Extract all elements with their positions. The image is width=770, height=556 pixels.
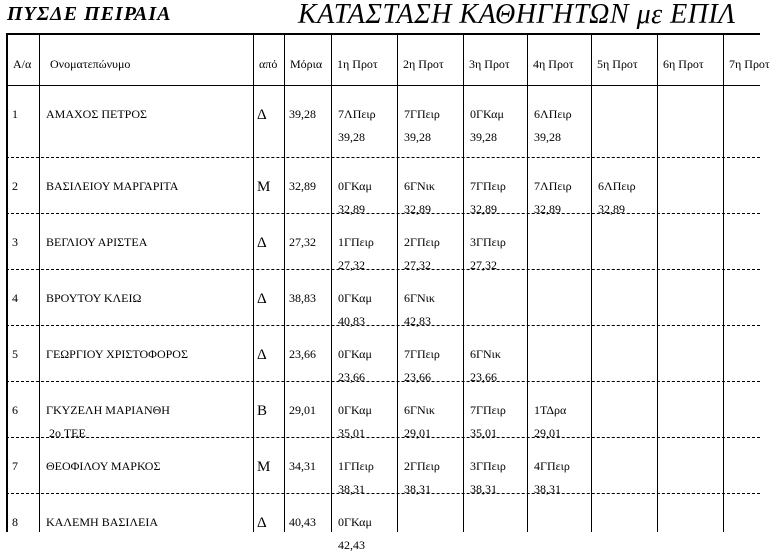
points-value: 27,32 xyxy=(289,235,316,249)
row-number: 1 xyxy=(12,107,18,121)
teacher-note: 2ο ΤΕΕ xyxy=(49,426,86,440)
preference-school: 0ΓΚαμ xyxy=(470,107,504,121)
row-divider xyxy=(6,325,760,326)
points-value: 34,31 xyxy=(289,459,316,473)
column-header-pref-4: 4η Προτ xyxy=(533,57,574,71)
preference-score: 39,28 xyxy=(338,130,365,144)
row-number: 2 xyxy=(12,179,18,193)
points-value: 29,01 xyxy=(289,403,316,417)
teacher-name: ΒΕΓΛΙΟΥ ΑΡΙΣΤΕΑ xyxy=(46,235,148,249)
preference-score: 38,31 xyxy=(470,482,497,496)
preference-score: 39,28 xyxy=(404,130,431,144)
origin-code: Δ xyxy=(257,107,267,123)
row-divider xyxy=(6,269,760,270)
origin-code: Δ xyxy=(257,235,267,251)
column-header-pref-5: 5η Προτ xyxy=(597,57,638,71)
preference-score: 32,89 xyxy=(338,202,365,216)
origin-code: Β xyxy=(257,403,268,419)
column-header-moria: Μόρια xyxy=(290,57,323,71)
origin-code: Δ xyxy=(257,347,267,363)
teacher-name: ΚΑΛΕΜΗ ΒΑΣΙΛΕΙΑ xyxy=(46,515,159,529)
points-value: 23,66 xyxy=(289,347,316,361)
row-divider xyxy=(6,213,760,214)
row-number: 4 xyxy=(12,291,18,305)
preference-school: 6ΓΝικ xyxy=(404,291,435,305)
column-divider xyxy=(39,33,40,532)
preference-school: 6ΛΠειρ xyxy=(598,179,636,193)
column-divider xyxy=(253,33,254,532)
row-number: 3 xyxy=(12,235,18,249)
preference-score: 40,83 xyxy=(338,314,365,328)
row-divider xyxy=(6,157,760,158)
points-value: 40,43 xyxy=(289,515,316,529)
origin-code: Δ xyxy=(257,515,267,531)
preference-score: 39,28 xyxy=(534,130,561,144)
column-divider xyxy=(284,33,285,532)
column-divider xyxy=(331,33,332,532)
column-divider xyxy=(591,33,592,532)
row-divider xyxy=(6,493,760,494)
column-header-aa: Α/α xyxy=(13,57,32,71)
preference-score: 29,01 xyxy=(534,426,561,440)
preference-school: 7ΓΠειρ xyxy=(470,403,506,417)
preference-school: 0ΓΚαμ xyxy=(338,179,372,193)
origin-code: Μ xyxy=(257,459,271,475)
preference-score: 35,01 xyxy=(338,426,365,440)
preference-score: 32,89 xyxy=(534,202,561,216)
organization-name: ΠΥΣΔΕ ΠΕΙΡΑΙΑ xyxy=(7,3,172,25)
preference-score: 39,28 xyxy=(470,130,497,144)
document-title: ΚΑΤΑΣΤΑΣΗ ΚΑΘΗΓΗΤΩΝ με ΕΠΙΛ xyxy=(298,0,736,30)
preference-score: 32,89 xyxy=(470,202,497,216)
column-divider xyxy=(463,33,464,532)
column-divider xyxy=(723,33,724,532)
row-divider xyxy=(6,437,760,438)
preference-score: 27,32 xyxy=(470,258,497,272)
row-number: 8 xyxy=(12,515,18,529)
preference-school: 6ΓΝικ xyxy=(404,403,435,417)
column-header-apo: από xyxy=(259,57,278,71)
preference-school: 3ΓΠειρ xyxy=(470,235,506,249)
teacher-name: ΓΕΩΡΓΙΟΥ ΧΡΙΣΤΟΦΟΡΟΣ xyxy=(46,347,188,361)
preference-school: 6ΛΠειρ xyxy=(534,107,572,121)
preference-school: 7ΓΠειρ xyxy=(404,347,440,361)
preference-school: 7ΓΠειρ xyxy=(404,107,440,121)
preference-score: 29,01 xyxy=(404,426,431,440)
table-top-border xyxy=(6,33,760,35)
preference-school: 6ΓΝικ xyxy=(470,347,501,361)
teacher-name: ΑΜΑΧΟΣ ΠΕΤΡΟΣ xyxy=(46,107,147,121)
preference-score: 38,31 xyxy=(404,482,431,496)
preference-score: 38,31 xyxy=(338,482,365,496)
column-header-pref-7: 7η Προτ xyxy=(729,57,770,71)
preference-school: 0ΓΚαμ xyxy=(338,291,372,305)
preference-score: 42,43 xyxy=(338,538,365,552)
row-divider xyxy=(6,381,760,382)
preference-score: 23,66 xyxy=(404,370,431,384)
preference-school: 0ΓΚαμ xyxy=(338,515,372,529)
row-number: 6 xyxy=(12,403,18,417)
column-header-pref-3: 3η Προτ xyxy=(469,57,510,71)
preference-score: 35,01 xyxy=(470,426,497,440)
column-divider xyxy=(657,33,658,532)
preference-school: 2ΓΠειρ xyxy=(404,459,440,473)
teacher-name: ΓΚΥΖΕΛΗ ΜΑΡΙΑΝΘΗ xyxy=(46,403,170,417)
preference-score: 27,32 xyxy=(338,258,365,272)
column-header-pref-6: 6η Προτ xyxy=(663,57,704,71)
preference-school: 0ΓΚαμ xyxy=(338,403,372,417)
preference-score: 27,32 xyxy=(404,258,431,272)
column-header-pref-2: 2η Προτ xyxy=(403,57,444,71)
column-header-name: Ονοματεπώνυμο xyxy=(50,57,131,71)
teacher-name: ΒΡΟΥΤΟΥ ΚΛΕΙΩ xyxy=(46,291,142,305)
preference-school: 7ΛΠειρ xyxy=(534,179,572,193)
origin-code: Δ xyxy=(257,291,267,307)
column-divider xyxy=(6,33,8,532)
preference-score: 38,31 xyxy=(534,482,561,496)
preference-school: 1ΓΠειρ xyxy=(338,235,374,249)
preference-school: 1ΤΔρα xyxy=(534,403,567,417)
points-value: 32,89 xyxy=(289,179,316,193)
preference-school: 1ΓΠειρ xyxy=(338,459,374,473)
preference-school: 4ΓΠειρ xyxy=(534,459,570,473)
column-header-pref-1: 1η Προτ xyxy=(337,57,378,71)
points-value: 38,83 xyxy=(289,291,316,305)
preference-score: 23,66 xyxy=(338,370,365,384)
preference-score: 32,89 xyxy=(404,202,431,216)
preference-school: 6ΓΝικ xyxy=(404,179,435,193)
preference-school: 2ΓΠειρ xyxy=(404,235,440,249)
points-value: 39,28 xyxy=(289,107,316,121)
column-divider xyxy=(397,33,398,532)
row-number: 7 xyxy=(12,459,18,473)
preference-school: 7ΛΠειρ xyxy=(338,107,376,121)
preference-school: 3ΓΠειρ xyxy=(470,459,506,473)
preference-school: 7ΓΠειρ xyxy=(470,179,506,193)
row-number: 5 xyxy=(12,347,18,361)
header-bottom-border xyxy=(6,85,760,86)
teacher-name: ΒΑΣΙΛΕΙΟΥ ΜΑΡΓΑΡΙΤΑ xyxy=(46,179,179,193)
preference-score: 23,66 xyxy=(470,370,497,384)
origin-code: Μ xyxy=(257,179,271,195)
preference-score: 42,83 xyxy=(404,314,431,328)
teacher-name: ΘΕΟΦΙΛΟΥ ΜΑΡΚΟΣ xyxy=(46,459,161,473)
column-divider xyxy=(527,33,528,532)
preference-score: 32,89 xyxy=(598,202,625,216)
preference-school: 0ΓΚαμ xyxy=(338,347,372,361)
